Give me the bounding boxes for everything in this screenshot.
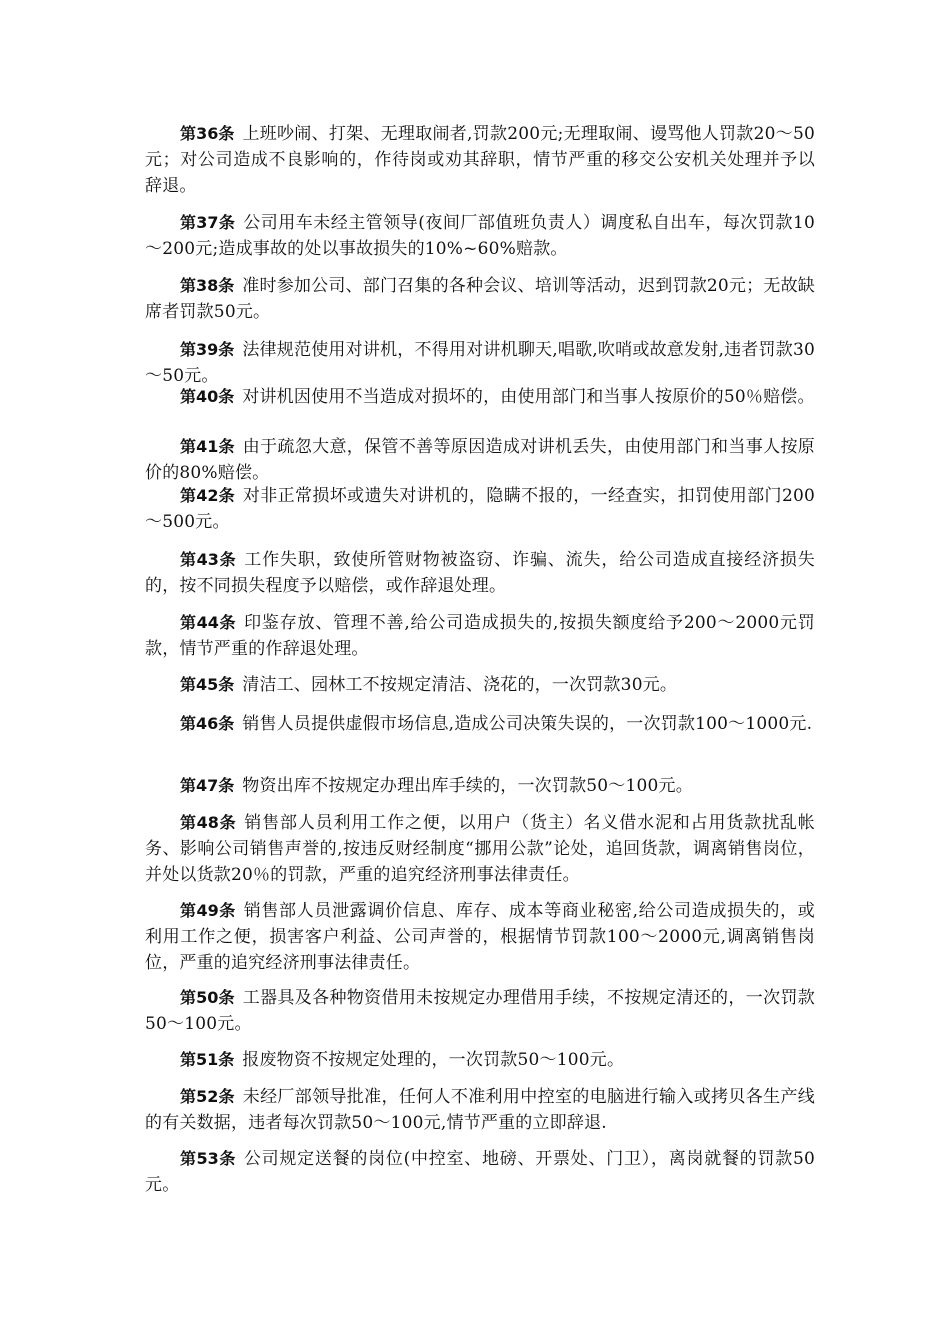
article-text: 销售部人员利用工作之便，以用户（货主）名义借水泥和占用货款扰乱帐务、影响公司销售声誉的,按违反财经制度“挪用公款”论处，追回货款，调离销售岗位，并处以货款20％的罚款，严重的追究经济刑事法律责任。 (145, 813, 815, 885)
article-text: 由于疏忽大意，保管不善等原因造成对讲机丢失，由使用部门和当事人按原价的80%赔偿。 (145, 437, 815, 483)
article-text: 对非正常损坏或遗失对讲机的，隐瞒不报的，一经查实，扣罚使用部门200～500元。 (145, 486, 815, 532)
article-46 (145, 711, 815, 737)
article-number: 第46条 (180, 714, 235, 733)
article-text: 报废物资不按规定处理的，一次罚款50～100元。 (242, 1050, 625, 1070)
article-50 (145, 985, 815, 1037)
article-44 (145, 610, 815, 662)
article-52 (145, 1084, 815, 1136)
article-number: 第52条 (180, 1087, 235, 1106)
article-text: 法律规范使用对讲机，不得用对讲机聊天,唱歌,吹哨或故意发射,违者罚款30～50元。 (145, 340, 815, 386)
article-text: 印鉴存放、管理不善,给公司造成损失的,按损失额度给予200～2000元罚款，情节严重的作辞退处理。 (145, 613, 815, 659)
article-text: 准时参加公司、部门召集的各种会议、培训等活动，迟到罚款20元；无故缺席者罚款50元。 (145, 276, 815, 322)
article-text: 上班吵闹、打架、无理取闹者,罚款200元;无理取闹、谩骂他人罚款20～50元；对公司造成不良影响的，作待岗或劝其辞职，情节严重的移交公安机关处理并予以辞退。 (145, 124, 815, 196)
article-number: 第43条 (180, 550, 237, 569)
article-48 (145, 810, 815, 888)
article-number: 第36条 (180, 124, 235, 143)
article-38 (145, 273, 815, 325)
article-number: 第37条 (180, 213, 236, 232)
article-47 (145, 773, 815, 799)
article-53 (145, 1146, 815, 1198)
article-number: 第38条 (180, 276, 235, 295)
article-text: 工作失职，致使所管财物被盗窃、诈骗、流失，给公司造成直接经济损失的，按不同损失程度予以赔偿，或作辞退处理。 (145, 550, 815, 596)
article-number: 第40条 (180, 387, 235, 406)
article-text: 清洁工、园林工不按规定清洁、浇花的，一次罚款30元。 (242, 675, 678, 695)
article-number: 第41条 (180, 437, 235, 456)
article-text: 对讲机因使用不当造成对损坏的，由使用部门和当事人按原价的50％赔偿。 (242, 387, 815, 407)
article-number: 第45条 (180, 675, 235, 694)
article-number: 第39条 (180, 340, 235, 359)
article-39 (145, 337, 815, 389)
article-text: 未经厂部领导批准，任何人不准利用中控室的电脑进行输入或拷贝各生产线的有关数据，违者每次罚款50～100元,情节严重的立即辞退. (145, 1087, 815, 1133)
article-49 (145, 898, 815, 976)
article-text: 物资出库不按规定办理出库手续的，一次罚款50～100元。 (242, 776, 693, 796)
article-text: 销售人员提供虚假市场信息,造成公司决策失误的，一次罚款100～1000元. (242, 714, 813, 734)
article-number: 第44条 (180, 613, 237, 632)
article-51 (145, 1047, 815, 1073)
article-36 (145, 121, 815, 199)
article-number: 第51条 (180, 1050, 235, 1069)
article-number: 第49条 (180, 901, 236, 920)
article-41 (145, 434, 815, 486)
article-text: 公司用车未经主管领导(夜间厂部值班负责人）调度私自出车，每次罚款10～200元;造成事故的处以事故损失的10%~60%赔款。 (145, 213, 815, 259)
article-number: 第50条 (180, 988, 235, 1007)
article-text: 工器具及各种物资借用未按规定办理借用手续，不按规定清还的，一次罚款50～100元。 (145, 988, 815, 1034)
article-number: 第42条 (180, 486, 235, 505)
article-text: 销售部人员泄露调价信息、库存、成本等商业秘密,给公司造成损失的，或利用工作之便，损害客户利益、公司声誉的，根据情节罚款100～2000元,调离销售岗位，严重的追究经济刑事法律责任。 (145, 901, 815, 973)
article-40 (145, 384, 815, 410)
article-number: 第48条 (180, 813, 237, 832)
article-45 (145, 672, 815, 698)
article-43 (145, 547, 815, 599)
article-text: 公司规定送餐的岗位(中控室、地磅、开票处、门卫），离岗就餐的罚款50元。 (145, 1149, 815, 1195)
article-42 (145, 483, 815, 535)
article-number: 第47条 (180, 776, 235, 795)
article-number: 第53条 (180, 1149, 236, 1168)
article-37 (145, 210, 815, 262)
